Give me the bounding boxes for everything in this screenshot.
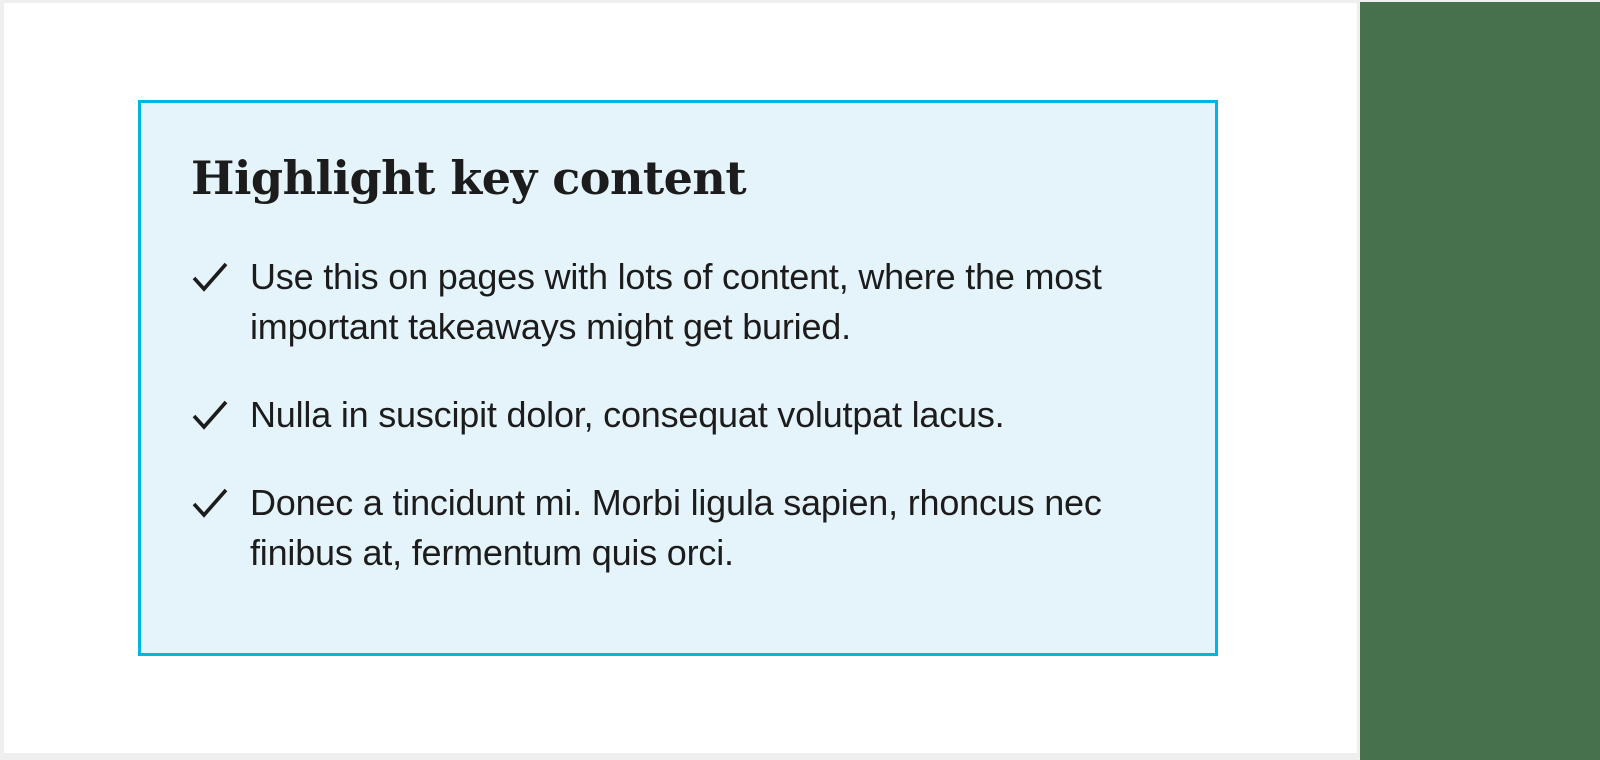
callout-item-line: Nulla in suscipit dolor, consequat volutpat lacus. <box>250 394 1005 435</box>
callout-item-text <box>250 390 1004 440</box>
callout-item <box>191 252 1175 352</box>
highlight-callout <box>138 100 1218 656</box>
check-icon <box>191 399 229 431</box>
green-right-rail <box>1360 2 1600 760</box>
slide-canvas <box>4 3 1357 753</box>
callout-item-text <box>250 252 1102 352</box>
callout-item-text <box>250 478 1102 578</box>
callout-item-line: important takeaways might get buried. <box>250 306 851 347</box>
callout-item-line: finibus at, fermentum quis orci. <box>250 532 734 573</box>
check-icon <box>191 261 229 293</box>
check-icon <box>191 487 229 519</box>
callout-item-line: Use this on pages with lots of content, where the most <box>250 256 1102 297</box>
callout-item-line: Donec a tincidunt mi. Morbi ligula sapien, rhoncus nec <box>250 482 1102 523</box>
callout-item <box>191 478 1175 578</box>
callout-item <box>191 390 1175 440</box>
callout-title: Highlight key content <box>191 151 747 205</box>
callout-list <box>191 252 1175 578</box>
